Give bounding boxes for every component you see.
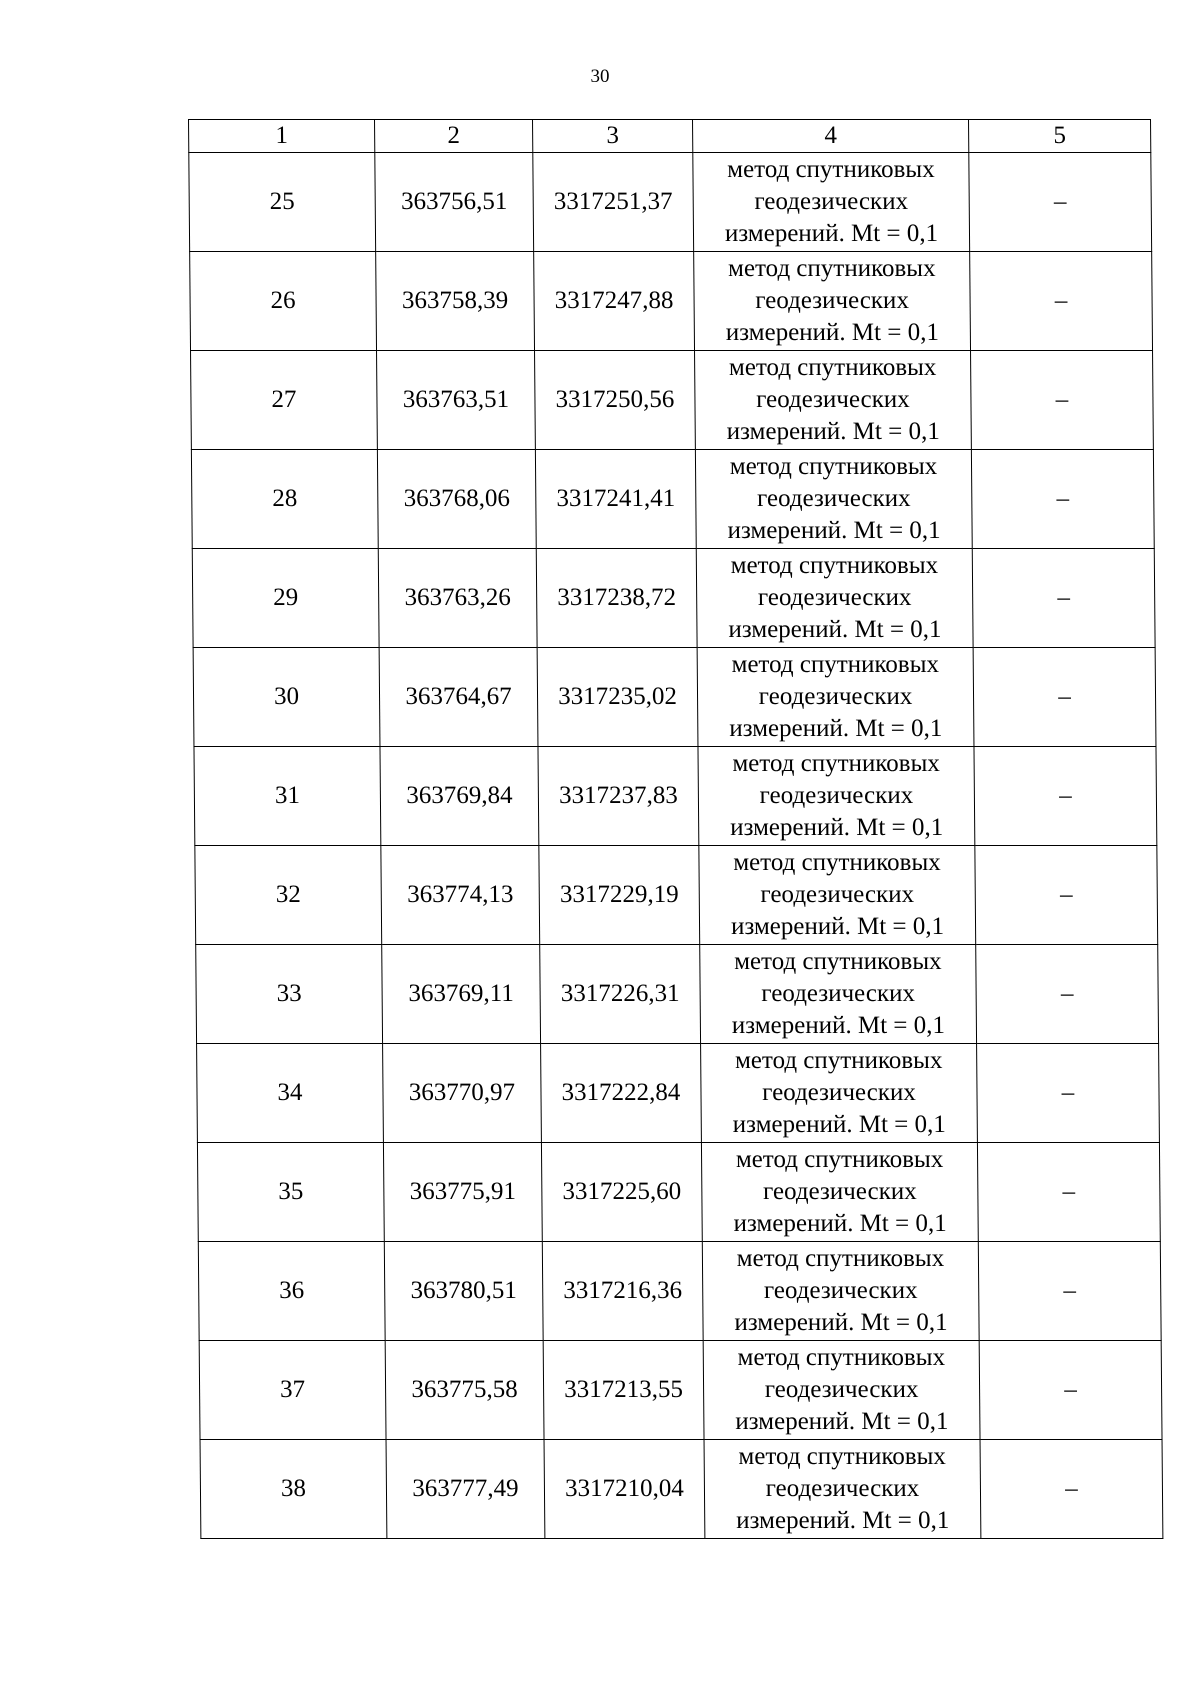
method-line: метод спутниковых	[736, 1245, 945, 1272]
table-row	[192, 549, 1155, 648]
method-line: метод спутниковых	[734, 1047, 943, 1074]
method-line: измерений. Mt = 0,1	[730, 814, 944, 841]
table-header-row	[189, 120, 1151, 153]
point-number-cell: 32	[195, 846, 382, 945]
table-row	[197, 1044, 1160, 1143]
method-line: измерений. Mt = 0,1	[730, 913, 945, 940]
x-coordinate-cell: 363770,97	[383, 1044, 542, 1143]
x-coordinate-cell: 363774,13	[381, 846, 540, 945]
method-line: метод спутниковых	[728, 354, 937, 381]
method-line: измерений. Mt = 0,1	[733, 1210, 947, 1237]
x-coordinate-cell: 363769,84	[380, 747, 539, 846]
y-coordinate-cell: 3317229,19	[539, 846, 700, 945]
method-line: геодезических	[762, 1178, 917, 1205]
x-coordinate-cell: 363780,51	[384, 1242, 543, 1341]
point-number-cell: 27	[191, 351, 378, 450]
note-cell: –	[972, 549, 1155, 648]
method-cell	[699, 846, 976, 945]
note-cell: –	[971, 351, 1154, 450]
method-cell	[693, 153, 970, 252]
x-coordinate-cell: 363763,26	[378, 549, 537, 648]
x-coordinate-cell: 363756,51	[375, 153, 534, 252]
method-cell	[704, 1440, 981, 1539]
method-line: метод спутниковых	[735, 1146, 944, 1173]
x-coordinate-cell: 363768,06	[377, 450, 536, 549]
method-line: измерений. Mt = 0,1	[736, 1507, 950, 1534]
method-line: геодезических	[760, 881, 915, 908]
y-coordinate-cell: 3317235,02	[537, 648, 698, 747]
method-line: метод спутниковых	[734, 948, 942, 975]
method-line: геодезических	[761, 980, 916, 1007]
y-coordinate-cell: 3317222,84	[541, 1044, 702, 1143]
point-number-cell: 30	[193, 648, 380, 747]
method-cell	[703, 1341, 980, 1440]
y-coordinate-cell: 3317247,88	[534, 252, 695, 351]
y-coordinate-cell: 3317216,36	[542, 1242, 703, 1341]
point-number-cell: 36	[198, 1242, 385, 1341]
method-line: измерений. Mt = 0,1	[726, 418, 940, 445]
method-line: геодезических	[765, 1475, 920, 1502]
y-coordinate-cell: 3317237,83	[538, 747, 699, 846]
point-number-cell: 35	[197, 1143, 384, 1242]
method-line: геодезических	[755, 287, 909, 314]
point-number-cell: 26	[190, 252, 377, 351]
point-number-cell: 25	[189, 153, 376, 252]
table-row	[197, 1143, 1160, 1242]
method-cell	[701, 1143, 978, 1242]
method-line: измерений. Mt = 0,1	[734, 1309, 948, 1336]
table-row	[199, 1341, 1162, 1440]
method-line: геодезических	[764, 1376, 919, 1403]
column-header-5: 5	[969, 120, 1151, 153]
method-line: измерений. Mt = 0,1	[728, 616, 942, 643]
note-cell: –	[969, 153, 1152, 252]
note-cell: –	[977, 1143, 1160, 1242]
method-cell	[695, 351, 972, 450]
column-header-3: 3	[533, 120, 693, 153]
table-row	[195, 846, 1158, 945]
column-header-4: 4	[693, 120, 969, 153]
method-cell	[698, 747, 975, 846]
method-line: геодезических	[756, 485, 911, 512]
x-coordinate-cell: 363758,39	[376, 252, 535, 351]
x-coordinate-cell: 363775,58	[385, 1341, 544, 1440]
table-row	[190, 252, 1153, 351]
method-line: геодезических	[756, 386, 910, 413]
coordinates-table	[188, 119, 1163, 1539]
point-number-cell: 28	[191, 450, 378, 549]
table-row	[196, 945, 1159, 1044]
note-cell: –	[975, 846, 1158, 945]
method-line: геодезических	[759, 782, 914, 809]
method-line: метод спутниковых	[738, 1443, 946, 1470]
point-number-cell: 38	[200, 1440, 387, 1539]
column-header-2: 2	[375, 120, 533, 153]
method-line: метод спутниковых	[727, 156, 935, 183]
method-line: измерений. Mt = 0,1	[727, 517, 941, 544]
method-line: метод спутниковых	[729, 453, 938, 480]
point-number-cell: 37	[199, 1341, 386, 1440]
y-coordinate-cell: 3317238,72	[536, 549, 697, 648]
method-line: измерений. Mt = 0,1	[724, 220, 939, 247]
x-coordinate-cell: 363769,11	[382, 945, 541, 1044]
note-cell: –	[971, 450, 1154, 549]
method-line: геодезических	[757, 584, 912, 611]
y-coordinate-cell: 3317241,41	[535, 450, 696, 549]
x-coordinate-cell: 363764,67	[379, 648, 538, 747]
table-row	[191, 450, 1154, 549]
method-cell	[696, 549, 973, 648]
table-row	[194, 747, 1157, 846]
method-line: метод спутниковых	[733, 849, 941, 876]
method-line: геодезических	[758, 683, 913, 710]
y-coordinate-cell: 3317226,31	[540, 945, 701, 1044]
page-number: 30	[590, 66, 610, 87]
method-line: метод спутниковых	[727, 255, 936, 282]
method-cell	[694, 252, 971, 351]
method-line: метод спутниковых	[730, 552, 939, 579]
table-row	[193, 648, 1156, 747]
method-cell	[701, 1044, 978, 1143]
method-line: измерений. Mt = 0,1	[731, 1012, 946, 1039]
point-number-cell: 34	[197, 1044, 384, 1143]
point-number-cell: 29	[192, 549, 379, 648]
note-cell: –	[970, 252, 1153, 351]
note-cell: –	[976, 945, 1159, 1044]
y-coordinate-cell: 3317225,60	[541, 1143, 702, 1242]
method-line: метод спутниковых	[732, 750, 940, 777]
note-cell: –	[974, 747, 1157, 846]
method-line: метод спутниковых	[737, 1344, 946, 1371]
y-coordinate-cell: 3317251,37	[533, 153, 694, 252]
method-line: метод спутниковых	[731, 651, 940, 678]
method-line: измерений. Mt = 0,1	[729, 715, 943, 742]
note-cell: –	[977, 1044, 1160, 1143]
point-number-cell: 33	[196, 945, 383, 1044]
method-cell	[695, 450, 972, 549]
x-coordinate-cell: 363777,49	[386, 1440, 545, 1539]
method-line: измерений. Mt = 0,1	[732, 1111, 946, 1138]
method-cell	[702, 1242, 979, 1341]
table-row	[191, 351, 1154, 450]
x-coordinate-cell: 363763,51	[377, 351, 536, 450]
note-cell: –	[980, 1440, 1163, 1539]
table-body	[189, 153, 1163, 1539]
method-cell	[697, 648, 974, 747]
y-coordinate-cell: 3317213,55	[543, 1341, 704, 1440]
column-header-1: 1	[189, 120, 375, 153]
method-line: геодезических	[762, 1079, 916, 1106]
method-line: измерений. Mt = 0,1	[725, 319, 940, 346]
note-cell: –	[979, 1341, 1162, 1440]
table-row	[198, 1242, 1161, 1341]
method-line: геодезических	[763, 1277, 918, 1304]
table-row	[189, 153, 1152, 252]
x-coordinate-cell: 363775,91	[383, 1143, 542, 1242]
table-row	[200, 1440, 1163, 1539]
method-line: измерений. Mt = 0,1	[735, 1408, 949, 1435]
y-coordinate-cell: 3317250,56	[535, 351, 696, 450]
method-cell	[700, 945, 977, 1044]
note-cell: –	[978, 1242, 1161, 1341]
note-cell: –	[973, 648, 1156, 747]
point-number-cell: 31	[194, 747, 381, 846]
y-coordinate-cell: 3317210,04	[544, 1440, 705, 1539]
method-line: геодезических	[754, 188, 909, 215]
